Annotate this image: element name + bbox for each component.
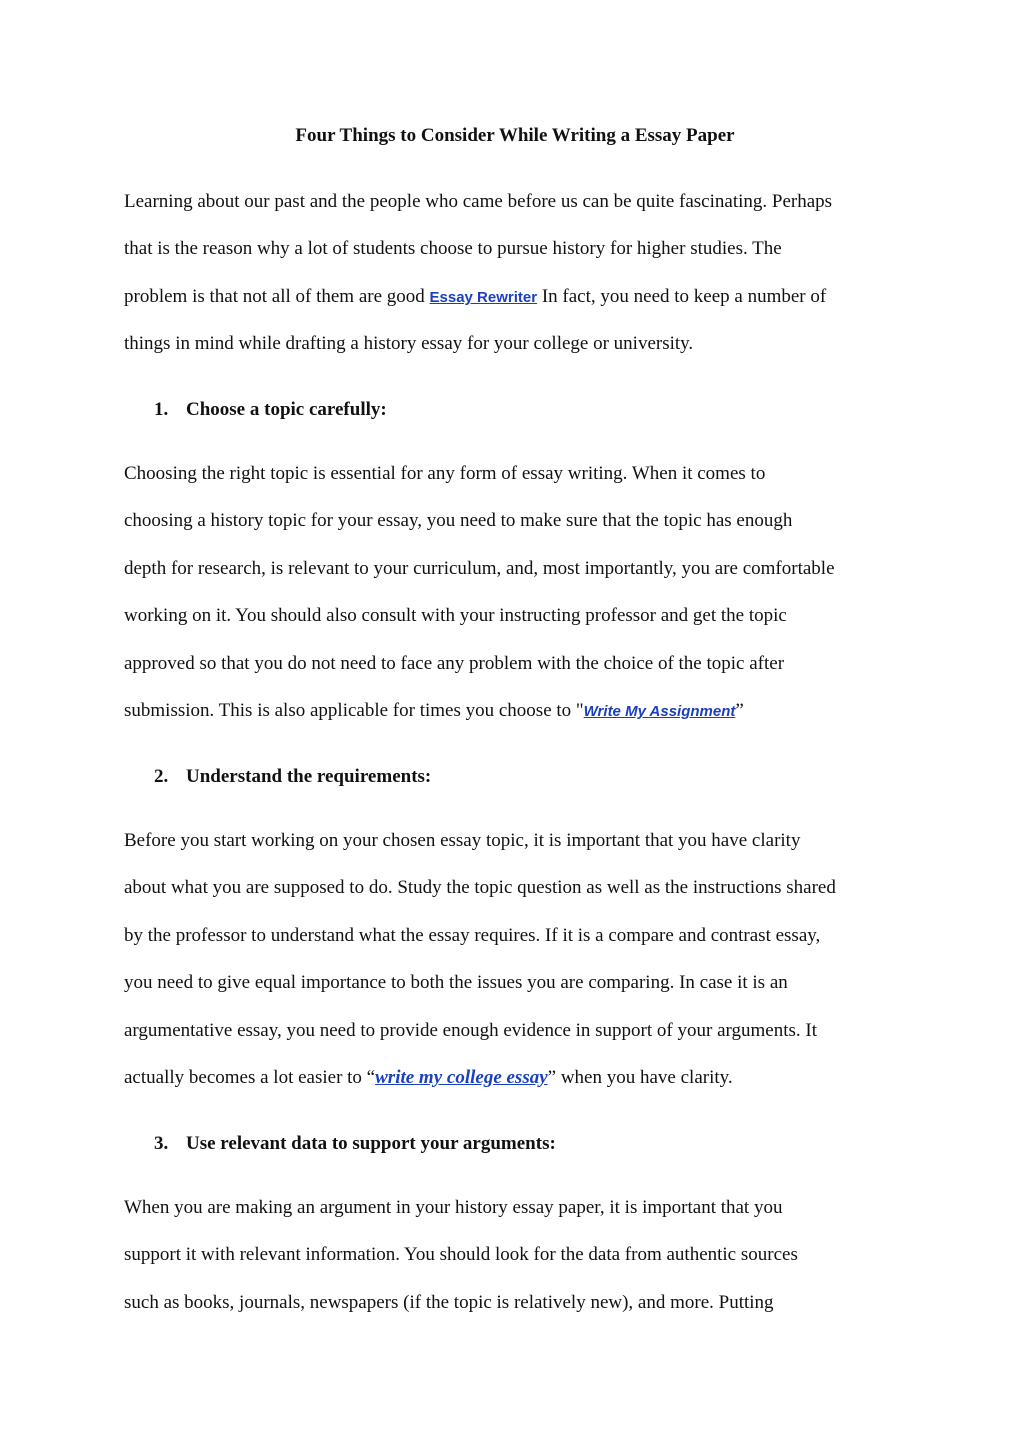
- document-title: Four Things to Consider While Writing a Essay Paper: [295, 125, 735, 146]
- intro-line-3-before: problem is that not all of them are good: [124, 286, 430, 307]
- section-3-line-2: support it with relevant information. You should look for the data from authentic sources: [124, 1244, 798, 1265]
- intro-line-1: Learning about our past and the people who came before us can be quite fascinating. Perhaps: [124, 191, 833, 212]
- write-my-assignment-link[interactable]: Write My Assignment: [583, 703, 736, 720]
- section-2-number: 2.: [154, 766, 169, 787]
- section-2-line-6: [124, 1066, 733, 1090]
- section-2-line-3: by the professor to understand what the essay requires. If it is a compare and contrast essay,: [124, 925, 821, 946]
- section-1-line-2: choosing a history topic for your essay, you need to make sure that the topic has enough: [124, 510, 793, 531]
- section-3-heading-text: Use relevant data to support your arguments:: [186, 1133, 556, 1154]
- section-1-line-6-after: ”: [735, 700, 744, 721]
- section-2-line-4: you need to give equal importance to both the issues you are comparing. In case it is an: [124, 972, 788, 993]
- section-3-heading: [154, 1132, 556, 1156]
- section-2-heading-text: Understand the requirements:: [186, 766, 432, 787]
- section-1-number: 1.: [154, 399, 169, 420]
- section-1-line-5: approved so that you do not need to face any problem with the choice of the topic after: [124, 653, 785, 674]
- section-2-line-6-before: actually becomes a lot easier to “: [124, 1067, 376, 1088]
- intro-line-4: things in mind while drafting a history essay for your college or university.: [124, 333, 694, 354]
- section-1-heading-text: Choose a topic carefully:: [186, 399, 387, 420]
- section-1-line-6: [124, 699, 744, 724]
- section-1-line-6-before: submission. This is also applicable for times you choose to ": [124, 700, 584, 721]
- section-3-number: 3.: [154, 1133, 169, 1154]
- section-2-line-5: argumentative essay, you need to provide enough evidence in support of your arguments. It: [124, 1020, 817, 1041]
- section-2-heading: [154, 765, 431, 789]
- intro-line-3-after: In fact, you need to keep a number of: [537, 286, 827, 307]
- section-1-line-1: Choosing the right topic is essential for any form of essay writing. When it comes to: [124, 463, 766, 484]
- section-2-line-1: Before you start working on your chosen essay topic, it is important that you have clarity: [124, 830, 801, 851]
- section-2-line-6-after: ” when you have clarity.: [547, 1067, 733, 1088]
- section-1-line-3: depth for research, is relevant to your curriculum, and, most importantly, you are comfortable: [124, 558, 835, 579]
- intro-line-3: [124, 285, 826, 310]
- intro-line-2: that is the reason why a lot of students choose to pursue history for higher studies. The: [124, 238, 782, 259]
- section-3-line-1: When you are making an argument in your history essay paper, it is important that you: [124, 1197, 783, 1218]
- section-1-heading: [154, 398, 387, 422]
- write-my-college-essay-link[interactable]: write my college essay: [375, 1067, 548, 1088]
- section-3-line-3: such as books, journals, newspapers (if the topic is relatively new), and more. Putting: [124, 1292, 774, 1313]
- section-1-line-4: working on it. You should also consult with your instructing professor and get the topic: [124, 605, 787, 626]
- essay-rewriter-link[interactable]: Essay Rewriter: [429, 289, 538, 306]
- section-2-line-2: about what you are supposed to do. Study the topic question as well as the instructions shared: [124, 877, 836, 898]
